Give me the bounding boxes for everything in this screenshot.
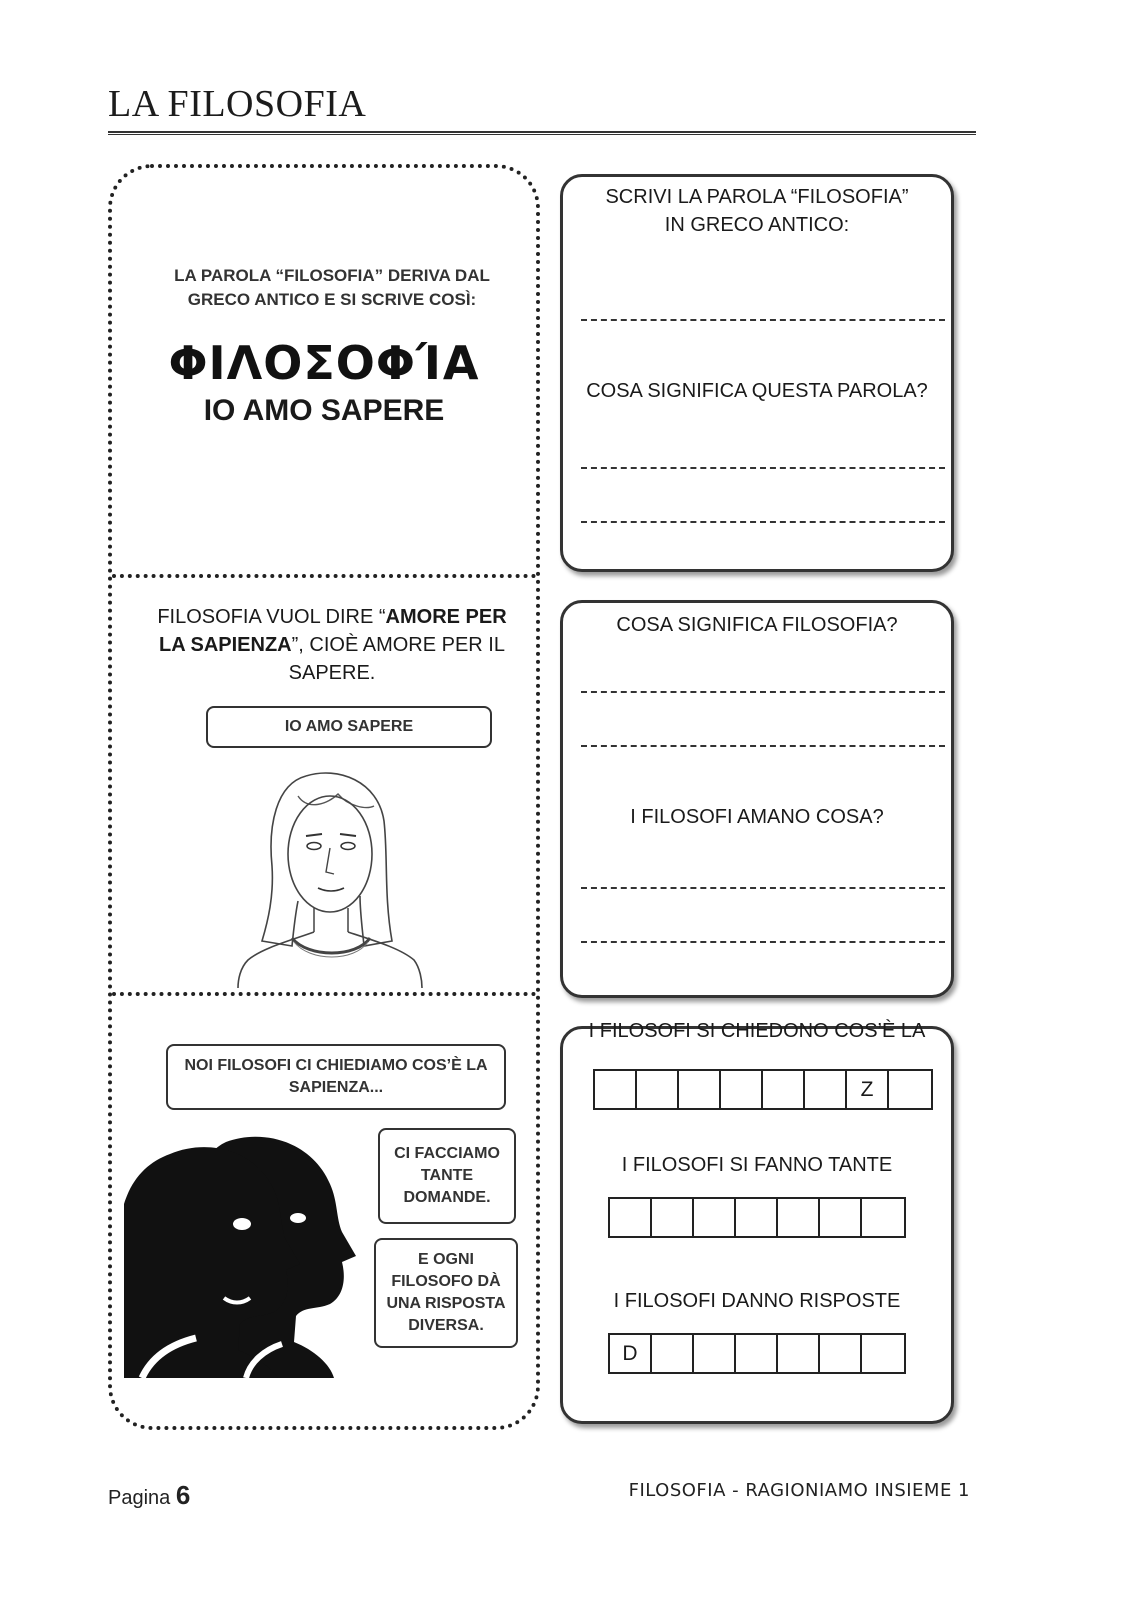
question-philosophy-meaning: COSA SIGNIFICA FILOSOFIA? <box>616 614 898 636</box>
speech-bubble-portrait: IO AMO SAPERE <box>206 706 492 748</box>
answer-line[interactable] <box>581 745 945 747</box>
letter-box[interactable] <box>778 1199 820 1236</box>
letter-box[interactable] <box>862 1335 904 1372</box>
speech-bubble-answers: E OGNI FILOSOFO DÀ UNA RISPOSTA DIVERSA. <box>374 1238 518 1348</box>
letter-box[interactable] <box>652 1199 694 1236</box>
question-word-meaning: COSA SIGNIFICA QUESTA PAROLA? <box>586 380 928 402</box>
letter-box[interactable] <box>736 1199 778 1236</box>
page-number <box>108 1480 190 1511</box>
letter-box[interactable] <box>694 1199 736 1236</box>
speech-bubble-wisdom: NOI FILOSOFI CI CHIEDIAMO COS’È LA SAPIENZA... <box>166 1044 506 1110</box>
letter-box[interactable] <box>805 1071 847 1108</box>
meaning-pre: FILOSOFIA VUOL DIRE “ <box>157 606 386 628</box>
philosophers-heads-illustration <box>124 1128 364 1378</box>
meaning-bold: AMORE PER LA SAPIENZA <box>159 606 507 656</box>
panel-divider-2 <box>112 992 536 996</box>
letter-box[interactable] <box>820 1335 862 1372</box>
left-panel <box>108 164 540 1430</box>
letter-box[interactable] <box>694 1335 736 1372</box>
greek-word: ΦΙΛΟΣΟΦΊΑ <box>168 336 480 390</box>
panel-divider-1 <box>112 574 536 578</box>
answer-line[interactable] <box>581 691 945 693</box>
letter-box[interactable] <box>763 1071 805 1108</box>
letter-box[interactable] <box>652 1335 694 1372</box>
letter-box[interactable] <box>820 1199 862 1236</box>
meaning-post: ”, CIOÈ AMORE PER IL SAPERE. <box>288 634 505 684</box>
letter-box[interactable] <box>721 1071 763 1108</box>
letter-box[interactable] <box>778 1335 820 1372</box>
title-divider <box>108 131 976 135</box>
letter-boxes-row-1[interactable] <box>593 1069 933 1110</box>
answer-line[interactable] <box>581 521 945 523</box>
letter-box[interactable] <box>889 1071 931 1108</box>
exercise-card-meaning <box>560 600 954 998</box>
student-portrait-illustration <box>188 736 468 988</box>
page-title: LA FILOSOFIA <box>108 83 367 125</box>
letter-box[interactable] <box>610 1199 652 1236</box>
book-title: FILOSOFIA - RAGIONIAMO INSIEME 1 <box>628 1480 970 1501</box>
answer-line[interactable] <box>581 319 945 321</box>
question-answers: I FILOSOFI DANNO RISPOSTE <box>613 1290 901 1312</box>
question-wisdom: I FILOSOFI SI CHIEDONO COS’È LA <box>588 1020 926 1042</box>
letter-box[interactable] <box>679 1071 721 1108</box>
letter-boxes-row-3[interactable] <box>608 1333 906 1374</box>
exercise-card-letters <box>560 1020 954 1424</box>
page-number-value: 6 <box>175 1480 191 1510</box>
letter-box[interactable] <box>736 1335 778 1372</box>
answer-line[interactable] <box>581 887 945 889</box>
question-greek-word: SCRIVI LA PAROLA “FILOSOFIA” IN GRECO ANTICO: <box>605 186 909 236</box>
page-label: Pagina <box>108 1487 171 1509</box>
intro-text: LA PAROLA “FILOSOFIA” DERIVA DAL GRECO ANTICO E SI SCRIVE COSÌ: <box>174 266 490 309</box>
question-questions: I FILOSOFI SI FANNO TANTE <box>621 1154 893 1176</box>
exercise-card-greek <box>560 174 954 572</box>
question-philosophers-love: I FILOSOFI AMANO COSA? <box>630 806 884 828</box>
letter-box[interactable]: D <box>610 1335 652 1372</box>
speech-bubble-questions: CI FACCIAMO TANTE DOMANDE. <box>378 1128 516 1224</box>
answer-line[interactable] <box>581 467 945 469</box>
letter-box[interactable]: Z <box>847 1071 889 1108</box>
letter-box[interactable] <box>862 1199 904 1236</box>
letter-boxes-row-2[interactable] <box>608 1197 906 1238</box>
letter-box[interactable] <box>637 1071 679 1108</box>
answer-line[interactable] <box>581 941 945 943</box>
greek-meaning: IO AMO SAPERE <box>203 394 445 427</box>
letter-box[interactable] <box>595 1071 637 1108</box>
meaning-text <box>152 603 512 687</box>
